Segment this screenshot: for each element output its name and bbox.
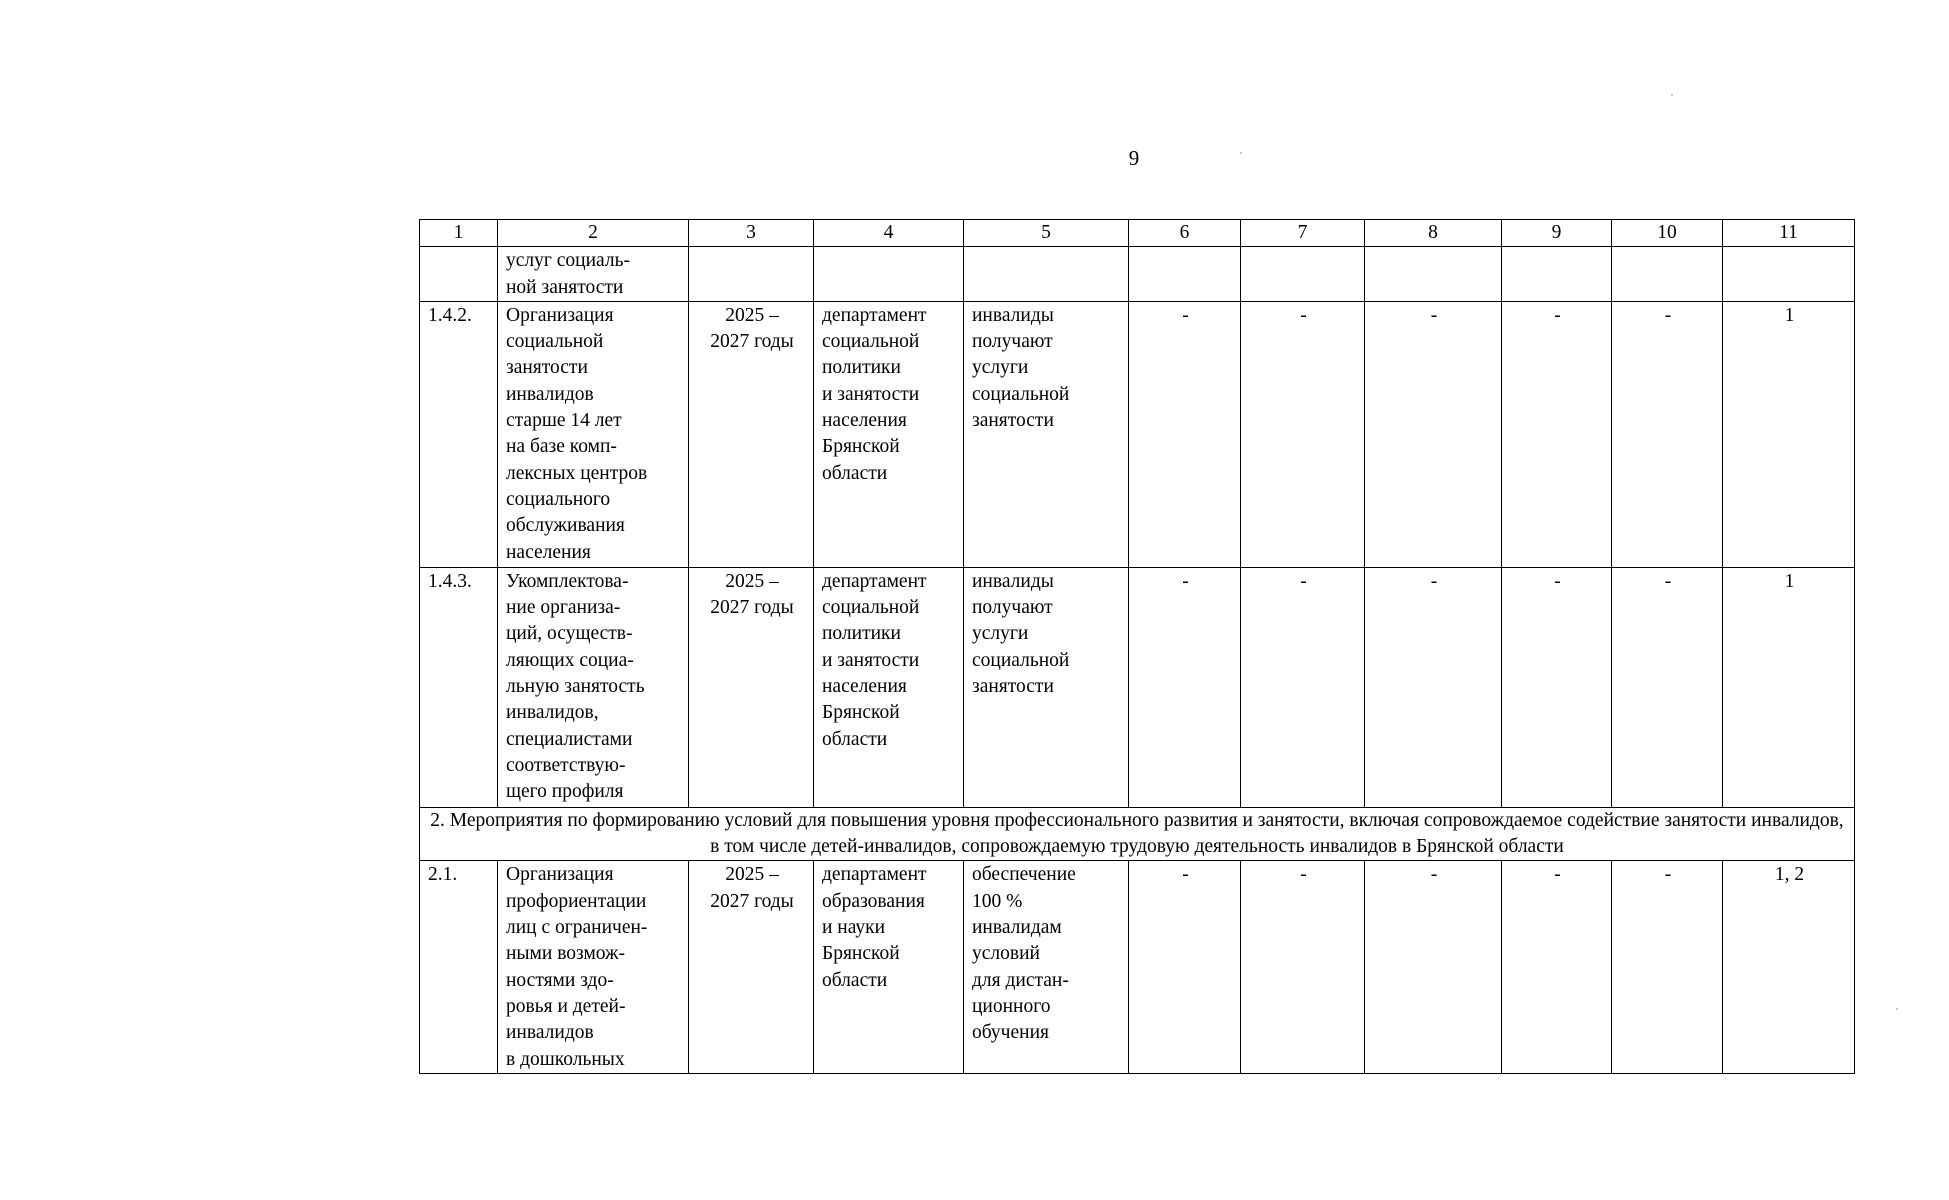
page-number: 9 [1128,146,1140,170]
table-row [420,301,1855,567]
value-cell: - [1612,861,1723,1074]
column-header: 1 [420,220,498,247]
cell-empty [1365,247,1502,302]
value-cell: - [1365,301,1502,567]
cell-empty [964,247,1129,302]
measure-name: Организация социальной занятости инвалидов старше 14 лет на базе комп- лексных центров социального обслуживания населения [498,301,689,567]
measure-executor: департамент социальной политики и занятости населения Брянской области [814,301,964,567]
column-header: 5 [964,220,1129,247]
value-cell: - [1241,567,1365,807]
measure-name: Укомплектова- ние организа- ций, осуществ- ляющих социа- льную занятость инвалидов, специалистами соответствую- щего профиля [498,567,689,807]
column-header: 11 [1723,220,1855,247]
measure-executor: департамент социальной политики и занятости населения Брянской области [814,567,964,807]
measure-period: 2025 – 2027 годы [689,861,814,1074]
value-cell: - [1241,861,1365,1074]
scan-speck [1240,152,1242,154]
measure-name: услуг социаль- ной занятости [498,247,689,302]
column-header: 3 [689,220,814,247]
measure-period: 2025 – 2027 годы [689,301,814,567]
value-cell: - [1502,301,1612,567]
cell-empty [420,247,498,302]
measure-name: Организация профориентации лиц с ограничен- ными возмож- ностями здо- ровья и детей- инвалидов в дошкольных [498,861,689,1074]
scan-speck [1896,1008,1898,1010]
program-measures-table [419,219,1855,1074]
cell-empty [1723,247,1855,302]
table-row [420,567,1855,807]
value-cell: - [1502,861,1612,1074]
column-header: 4 [814,220,964,247]
cell-empty [1241,247,1365,302]
column-header: 6 [1129,220,1241,247]
cell-empty [814,247,964,302]
indicator-ref: 1 [1723,301,1855,567]
measure-number: 1.4.2. [420,301,498,567]
measure-result: обеспечение 100 % инвалидам условий для дистан- ционного обучения [964,861,1129,1074]
measure-number: 2.1. [420,861,498,1074]
measure-executor: департамент образования и науки Брянской области [814,861,964,1074]
indicator-ref: 1, 2 [1723,861,1855,1074]
column-header: 2 [498,220,689,247]
cell-empty [689,247,814,302]
table-row [420,861,1855,1074]
value-cell: - [1612,301,1723,567]
cell-empty [1129,247,1241,302]
column-header: 8 [1365,220,1502,247]
scan-speck [1671,94,1673,96]
cell-empty [1502,247,1612,302]
value-cell: - [1365,567,1502,807]
value-cell: - [1365,861,1502,1074]
measure-number: 1.4.3. [420,567,498,807]
value-cell: - [1241,301,1365,567]
measure-period: 2025 – 2027 годы [689,567,814,807]
cell-empty [1612,247,1723,302]
value-cell: - [1502,567,1612,807]
section-heading: 2. Мероприятия по формированию условий для повышения уровня профессионального развития и занятости, включая сопровождаемое содействие занятости инвалидов, в том числе детей-инвалидов, сопровождаемую трудовую деятельность инвалидов в Брянской области [420,807,1855,861]
value-cell: - [1129,861,1241,1074]
column-number-row [420,220,1855,247]
measure-result: инвалиды получают услуги социальной занятости [964,567,1129,807]
indicator-ref: 1 [1723,567,1855,807]
value-cell: - [1129,567,1241,807]
measure-result: инвалиды получают услуги социальной занятости [964,301,1129,567]
value-cell: - [1129,301,1241,567]
continued-row [420,247,1855,302]
value-cell: - [1612,567,1723,807]
column-header: 9 [1502,220,1612,247]
column-header: 7 [1241,220,1365,247]
column-header: 10 [1612,220,1723,247]
section-heading-row [420,807,1855,861]
